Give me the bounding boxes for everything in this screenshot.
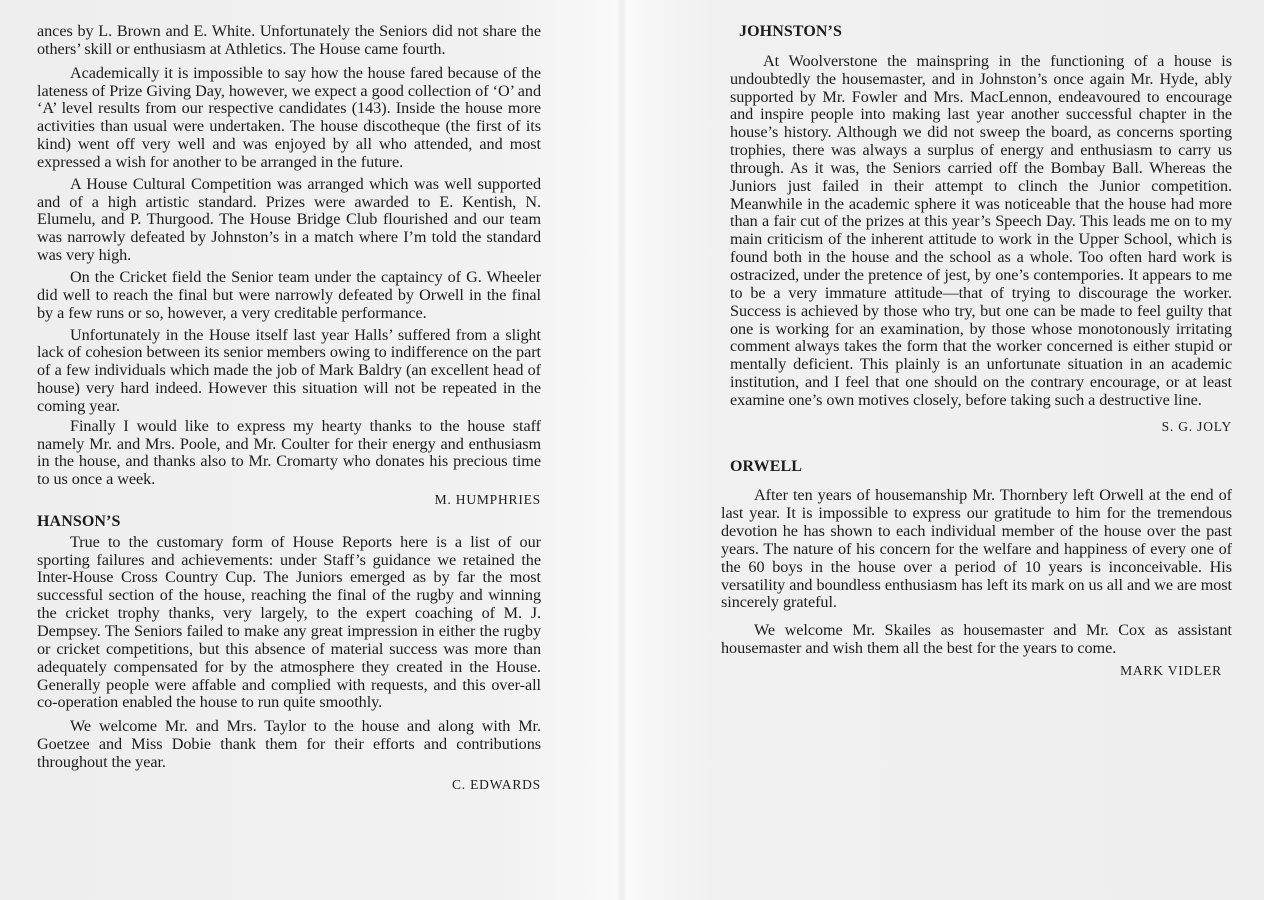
section-heading-orwell: ORWELL (730, 457, 803, 475)
paragraph-continued-athletics: ances by L. Brown and E. White. Unfortunately the Seniors did not share the others’ skill or enthusiasm at Athletics. The House came fourth. (37, 22, 541, 58)
signature-edwards: C. EDWARDS (451, 776, 541, 792)
paragraph-hansons-welcome: We welcome Mr. and Mrs. Taylor to the house and along with Mr. Goetzee and Miss Dobie thank them for their efforts and contributions throughout the year. (37, 717, 541, 771)
signature-humphries: M. HUMPHRIES (434, 492, 541, 508)
book-spine-gutter (618, 0, 626, 900)
continued-house-report (37, 23, 541, 509)
section-heading-johnstons: JOHNSTON’S (739, 23, 842, 40)
hansons-report (37, 513, 541, 794)
right-page-column (721, 23, 1232, 680)
paragraph-hansons-sport: True to the customary form of House Reports here is a list of our sporting failures and achievements: under Staff’s guidance we retained the Inter-House Cross Country Cup. The Juniors emerged as by far the most successful section of the house, reaching the final of the rugby and winning the cricket trophy thanks, very largely, to the expert coaching of M. J. Dempsey. The Seniors failed to make any great impression in either the rugby or cricket competitions, but this absence of material success was more than adequately compensated for by the atmosphere they created in the House. Generally people were affable and complied with requests, and this over-all co-operation enabled the house to run quite smoothly. (37, 532, 541, 712)
paragraph-cricket: On the Cricket field the Senior team under the captaincy of G. Wheeler did well to reach the final but were narrowly defeated by Orwell in the final by a few runs or so, however, a very creditable performance. (37, 267, 541, 322)
paragraph-academics: Academically it is impossible to say how the house fared because of the lateness of Prize Giving Day, however, we expect a good collection of ‘O’ and ‘A’ level results from our respective candidates (143). Inside the house more activities than usual were undertaken. The house discotheque (the first of its kind) went off very well and was enjoyed by all who attended, and most expressed a wish for another to be arranged in the future. (37, 63, 541, 171)
paragraph-cultural-competition: A House Cultural Competition was arranged which was well supported and of a high artistic standard. Prizes were awarded to E. Kentish, N. Elumelu, and P. Thurgood. The House Bridge Club flourished and our team was narrowly defeated by Johnston’s in a match where I’m told the standard was very high. (37, 174, 541, 265)
paragraph-orwell-thornbery: After ten years of housemanship Mr. Thornbery left Orwell at the end of last year. It is impossible to express our gratitude to him for the tremendous devotion he has shown to each individual member of the house over the past years. The nature of his concern for the welfare and happiness of every one of the 60 boys in the house over a period of 10 years is inconceivable. His versatility and boundless enthusiasm has left its mark on us all and we are most sincerely grateful. (721, 486, 1232, 612)
signature-joly: S. G. JOLY (1161, 418, 1232, 434)
paragraph-cohesion: Unfortunately in the House itself last year Halls’ suffered from a slight lack of cohesion between its senior members owing to indifference on the part of a few individuals which made the job of Mark Baldry (an excellent head of house) very hard indeed. However this situation will not be repeated in the coming year. (37, 325, 541, 415)
paragraph-johnstons-body: At Woolverstone the mainspring in the functioning of a house is undoubtedly the housemaster, and in Johnston’s once again Mr. Hyde, ably supported by Mr. Fowler and Mrs. MacLennon, endeavoured to encourage and inspire people into making last year another successful chapter in the house’s history. Although we did not sweep the board, as concerns sporting trophies, there was always a surplus of energy and enthusiasm to carry us through. As it was, the Seniors carried off the Bombay Ball. Whereas the Juniors just failed in their attempt to clinch the Junior competition. Meanwhile in the academic sphere it was noticeable that the house had more than a fair cut of the prizes at this year’s Speech Day. This leads me on to my main criticism of the inherent attitude to work in the Upper School, which is found both in the house and the school as a whole. Too often hard work is ostracized, under the pretence of jest, by one’s contempories. It appears to me to be a very immature attitude—that of trying to discourage the worker. Success is achieved by those who try, but one can be made to feel guilty that one is working for an examination, by those whose monotonously irritating comment always takes the form that the worker concerned is either stupid or mentally deficient. This plainly is an unfortunate situation in an academic institution, and I feel that one should on the contrary encourage, or at least examine one’s own motives closely, before taking such a destructive line. (730, 51, 1232, 409)
paragraph-orwell-welcome: We welcome Mr. Skailes as housemaster and Mr. Cox as assistant housemaster and wish them all the best for the years to come. (721, 621, 1232, 658)
signature-vidler: MARK VIDLER (1120, 663, 1222, 678)
johnstons-report (730, 23, 1232, 436)
left-page-column (37, 23, 541, 794)
section-heading-hansons: HANSON’S (37, 512, 121, 530)
orwell-report (721, 458, 1232, 680)
paragraph-thanks: Finally I would like to express my hearty thanks to the house staff namely Mr. and Mrs. Poole, and Mr. Coulter for their energy and enthusiasm in the house, and thanks also to Mr. Cromarty who donates his precious time to us once a week. (37, 416, 541, 489)
